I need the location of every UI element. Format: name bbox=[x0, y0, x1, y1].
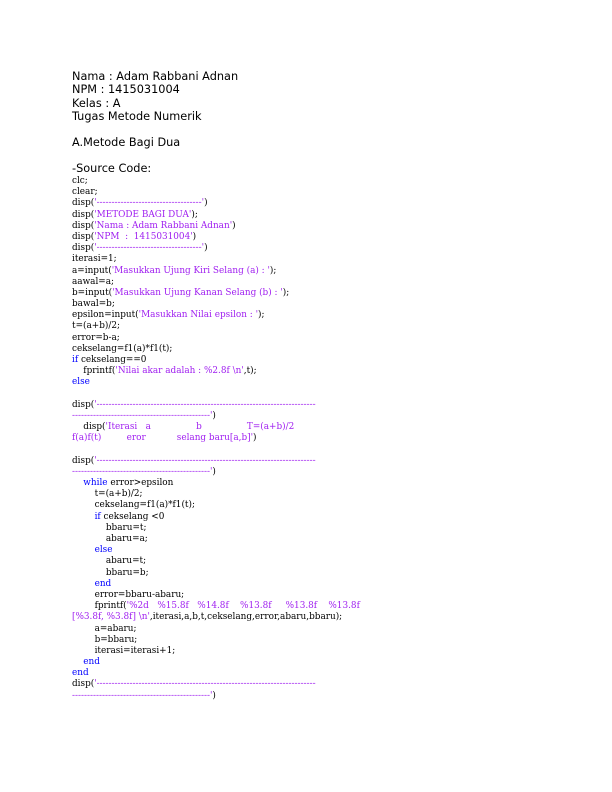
code-keyword: else bbox=[72, 377, 90, 388]
code-line bbox=[72, 232, 360, 243]
section-title: A.Metode Bagi Dua bbox=[72, 136, 181, 149]
code-text bbox=[72, 579, 95, 589]
code-text: clc; bbox=[72, 176, 88, 186]
code-text: error=bbaru-abaru; bbox=[72, 589, 185, 600]
code-text bbox=[72, 657, 83, 667]
code-text: disp( bbox=[72, 399, 95, 410]
code-text: iterasi=1; bbox=[72, 254, 117, 265]
code-string: 'METODE BAGI DUA' bbox=[94, 209, 192, 220]
code-keyword: end bbox=[94, 578, 112, 589]
code-string: 'Masukkan Nilai epsilon : ' bbox=[138, 310, 259, 321]
code-keyword: end bbox=[83, 657, 100, 668]
code-line bbox=[72, 400, 360, 411]
code-line bbox=[72, 187, 360, 198]
code-string: '-----------------------------------' bbox=[94, 198, 205, 209]
code-line bbox=[72, 299, 360, 310]
source-code-block bbox=[72, 176, 360, 702]
code-line bbox=[72, 433, 360, 444]
code-line bbox=[72, 635, 360, 646]
code-text: ,iterasi,a,b,t,cekselang,error,abaru,bbaru); bbox=[149, 612, 343, 623]
code-line bbox=[72, 176, 360, 187]
code-text: abaru=a; bbox=[72, 534, 148, 544]
code-line bbox=[72, 590, 360, 601]
code-line bbox=[72, 691, 360, 702]
code-text: a=input( bbox=[72, 265, 112, 276]
code-text: t=(a+b)/2; bbox=[72, 321, 120, 332]
code-text: cekselang==0 bbox=[78, 355, 147, 365]
code-text bbox=[72, 478, 83, 488]
code-text: disp( bbox=[72, 231, 95, 242]
code-line bbox=[72, 277, 360, 288]
code-text: error=b-a; bbox=[72, 332, 120, 343]
code-string: [%3.8f, %3.8f] \n' bbox=[72, 612, 150, 623]
code-text: disp( bbox=[72, 220, 95, 231]
code-line bbox=[72, 210, 360, 221]
code-line bbox=[72, 221, 360, 232]
code-text: ); bbox=[282, 287, 290, 298]
code-text: ); bbox=[191, 209, 198, 220]
code-text: ); bbox=[258, 310, 265, 321]
code-text: cekselang=f1(a)*f1(t); bbox=[72, 343, 173, 354]
code-line bbox=[72, 310, 360, 321]
code-text: disp( bbox=[72, 243, 95, 254]
code-line bbox=[72, 389, 360, 400]
student-class: Kelas : A bbox=[72, 96, 121, 110]
code-text: ,t); bbox=[243, 366, 257, 377]
code-keyword: while bbox=[83, 478, 108, 489]
code-line bbox=[72, 333, 360, 344]
code-text: ); bbox=[269, 265, 277, 276]
code-text: error>epsilon bbox=[107, 478, 174, 489]
code-string: ----------------------------------------------' bbox=[72, 466, 213, 477]
source-code-label: -Source Code: bbox=[72, 162, 152, 175]
code-line bbox=[72, 411, 360, 422]
code-line bbox=[72, 445, 360, 456]
code-line bbox=[72, 668, 360, 679]
code-string: 'Masukkan Ujung Kiri Selang (a) : ' bbox=[111, 265, 270, 276]
code-text: epsilon=input( bbox=[72, 310, 139, 321]
code-text: disp( bbox=[72, 422, 106, 433]
code-text: clear; bbox=[72, 187, 98, 198]
code-text bbox=[72, 512, 95, 522]
code-keyword: end bbox=[72, 668, 89, 679]
code-line bbox=[72, 254, 360, 265]
code-line bbox=[72, 377, 360, 388]
code-text: ) bbox=[232, 220, 236, 231]
code-string: ----------------------------------------------' bbox=[72, 410, 213, 421]
code-line bbox=[72, 288, 360, 299]
code-string: '------------------------------------------------------------------------- bbox=[94, 399, 316, 410]
code-text: ) bbox=[212, 410, 216, 421]
code-line bbox=[72, 243, 360, 254]
student-info bbox=[72, 70, 238, 124]
code-line bbox=[72, 523, 360, 534]
code-text: iterasi=iterasi+1; bbox=[72, 645, 176, 656]
code-text: cekselang <0 bbox=[100, 511, 165, 522]
code-text: disp( bbox=[72, 679, 95, 690]
code-text: fprintf( bbox=[72, 601, 127, 612]
code-string: 'NPM : 1415031004' bbox=[94, 231, 193, 242]
code-line bbox=[72, 478, 360, 489]
code-line bbox=[72, 601, 360, 612]
code-string: f(a)f(t) eror selang baru[a,b]' bbox=[72, 433, 254, 444]
code-line bbox=[72, 266, 360, 277]
code-string: 'Nama : Adam Rabbani Adnan' bbox=[94, 220, 233, 231]
student-name: Nama : Adam Rabbani Adnan bbox=[72, 70, 239, 83]
code-line bbox=[72, 624, 360, 635]
task-title: Tugas Metode Numerik bbox=[72, 110, 202, 124]
code-text: b=bbaru; bbox=[72, 634, 138, 645]
code-line bbox=[72, 568, 360, 579]
code-line bbox=[72, 646, 360, 657]
code-line bbox=[72, 198, 360, 209]
code-text: disp( bbox=[72, 198, 95, 209]
code-text: abaru=t; bbox=[72, 556, 147, 567]
code-string: '-----------------------------------' bbox=[94, 243, 205, 254]
code-line bbox=[72, 556, 360, 567]
code-line bbox=[72, 579, 360, 590]
code-line bbox=[72, 500, 360, 511]
code-line bbox=[72, 467, 360, 478]
code-text: disp( bbox=[72, 209, 95, 220]
code-keyword: if bbox=[94, 511, 101, 522]
code-text: ) bbox=[212, 690, 216, 701]
code-text: b=input( bbox=[72, 287, 113, 298]
code-text: ) bbox=[204, 198, 208, 209]
code-text: t=(a+b)/2; bbox=[72, 489, 143, 500]
code-text bbox=[72, 545, 95, 555]
code-line bbox=[72, 657, 360, 668]
code-string: 'Iterasi a b T=(a+b)/2 bbox=[105, 422, 295, 433]
code-line bbox=[72, 456, 360, 467]
code-text: cekselang=f1(a)*f1(t); bbox=[72, 500, 195, 511]
code-keyword: else bbox=[94, 545, 113, 556]
code-text: bbaru=b; bbox=[72, 567, 149, 578]
code-string: ----------------------------------------------' bbox=[72, 690, 213, 701]
code-string: '%2d %15.8f %14.8f %13.8f %13.8f %13.8f bbox=[126, 601, 360, 612]
code-line bbox=[72, 534, 360, 545]
student-npm: NPM : 1415031004 bbox=[72, 83, 180, 97]
code-text: ) bbox=[253, 433, 257, 444]
code-line bbox=[72, 344, 360, 355]
code-text: bawal=b; bbox=[72, 299, 115, 310]
code-line bbox=[72, 366, 360, 377]
code-string: 'Nilai akar adalah : %2.8f \n' bbox=[115, 366, 244, 377]
code-string: '------------------------------------------------------------------------- bbox=[94, 455, 316, 466]
code-line bbox=[72, 512, 360, 523]
code-line bbox=[72, 321, 360, 332]
code-text: bbaru=t; bbox=[72, 522, 147, 533]
code-line bbox=[72, 422, 360, 433]
code-line bbox=[72, 679, 360, 690]
code-string: 'Masukkan Ujung Kanan Selang (b) : ' bbox=[112, 287, 283, 298]
code-line bbox=[72, 545, 360, 556]
code-line bbox=[72, 489, 360, 500]
code-line bbox=[72, 612, 360, 623]
code-string: '------------------------------------------------------------------------- bbox=[94, 679, 316, 690]
code-text: disp( bbox=[72, 455, 95, 466]
code-line bbox=[72, 355, 360, 366]
code-keyword: if bbox=[72, 355, 79, 365]
code-text: ) bbox=[204, 243, 208, 254]
code-text: ) bbox=[212, 466, 216, 477]
code-text: a=abaru; bbox=[72, 623, 137, 634]
code-text: aawal=a; bbox=[72, 276, 115, 287]
code-text: ) bbox=[192, 231, 197, 242]
code-text: fprintf( bbox=[72, 366, 116, 377]
